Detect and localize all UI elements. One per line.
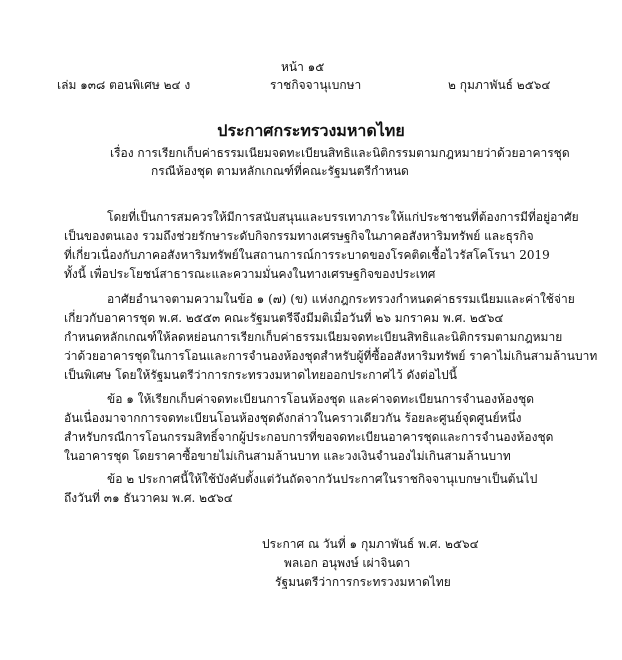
paragraph-line: โดยที่เป็นการสมควรให้มีการสนับสนุนและบรรเทาภาระให้แก่ประชาชนที่ต้องการมีที่อยู่อาศัย bbox=[107, 210, 579, 224]
paragraph-line: ที่เกี่ยวเนื่องกับภาคอสังหาริมทรัพย์ในสถานการณ์การระบาดของโรคติดเชื้อไวรัสโคโรนา 2019 bbox=[64, 248, 550, 262]
clause-1-line: อันเนื่องมาจากการจดทะเบียนโอนห้องชุดดังกล่าวในคราวเดียวกัน ร้อยละศูนย์จุดศูนย์หนึ่ง bbox=[64, 411, 522, 425]
paragraph-line: ว่าด้วยอาคารชุดในการโอนและการจำนองห้องชุดสำหรับผู้ที่ซื้ออสังหาริมทรัพย์ ราคาไม่เกินสามล้านบาท bbox=[64, 349, 598, 363]
clause-1-line: สำหรับกรณีการโอนกรรมสิทธิ์จากผู้ประกอบการที่ขอจดทะเบียนอาคารชุดและการจำนองห้องชุด bbox=[64, 430, 554, 444]
publish-date: ๒ กุมภาพันธ์ ๒๕๖๔ bbox=[448, 78, 551, 92]
subject-line-2: กรณีห้องชุด ตามหลักเกณฑ์ที่คณะรัฐมนตรีกำหนด bbox=[151, 164, 409, 178]
paragraph-line: เป็นพิเศษ โดยให้รัฐมนตรีว่าการกระทรวงมหาดไทยออกประกาศไว้ ดังต่อไปนี้ bbox=[64, 368, 457, 382]
paragraph-line: ทั้งนี้ เพื่อประโยชน์สาธารณะและความมั่นคงในทางเศรษฐกิจของประเทศ bbox=[64, 267, 436, 281]
clause-2-line: ข้อ ๒ ประกาศนี้ให้ใช้บังคับตั้งแต่วันถัดจากวันประกาศในราชกิจจานุเบกษาเป็นต้นไป bbox=[107, 472, 538, 486]
paragraph-line: เป็นของตนเอง รวมถึงช่วยรักษาระดับกิจกรรมทางเศรษฐกิจในภาคอสังหาริมทรัพย์ และธุรกิจ bbox=[64, 229, 534, 243]
signatory-position: รัฐมนตรีว่าการกระทรวงมหาดไทย bbox=[275, 575, 451, 589]
clause-2-line: ถึงวันที่ ๓๑ ธันวาคม พ.ศ. ๒๕๖๔ bbox=[64, 491, 233, 505]
signatory-name: พลเอก อนุพงษ์ เผ่าจินดา bbox=[284, 556, 411, 570]
signature-date: ประกาศ ณ วันที่ ๑ กุมภาพันธ์ พ.ศ. ๒๕๖๔ bbox=[262, 537, 479, 551]
volume-info: เล่ม ๑๓๘ ตอนพิเศษ ๒๔ ง bbox=[57, 78, 191, 92]
gazette-name: ราชกิจจานุเบกษา bbox=[270, 78, 362, 92]
subject-line-1: เรื่อง การเรียกเก็บค่าธรรมเนียมจดทะเบียนสิทธิและนิติกรรมตามกฎหมายว่าด้วยอาคารชุด bbox=[110, 146, 570, 160]
announcement-title: ประกาศกระทรวงมหาดไทย bbox=[217, 121, 405, 140]
paragraph-line: อาศัยอำนาจตามความในข้อ ๑ (๗) (ข) แห่งกฎกระทรวงกำหนดค่าธรรมเนียมและค่าใช้จ่าย bbox=[107, 292, 575, 306]
paragraph-line: กำหนดหลักเกณฑ์ให้ลดหย่อนการเรียกเก็บค่าธรรมเนียมจดทะเบียนสิทธิและนิติกรรมตามกฎหมาย bbox=[64, 330, 563, 344]
clause-1-line: ในอาคารชุด โดยราคาซื้อขายไม่เกินสามล้านบาท และวงเงินจำนองไม่เกินสามล้านบาท bbox=[64, 449, 511, 463]
clause-1-line: ข้อ ๑ ให้เรียกเก็บค่าจดทะเบียนการโอนห้องชุด และค่าจดทะเบียนการจำนองห้องชุด bbox=[107, 392, 535, 406]
page-number: หน้า ๑๕ bbox=[281, 60, 325, 74]
paragraph-line: เกี่ยวกับอาคารชุด พ.ศ. ๒๕๕๓ คณะรัฐมนตรีจึงมีมติเมื่อวันที่ ๒๖ มกราคม พ.ศ. ๒๕๖๔ bbox=[64, 311, 504, 325]
